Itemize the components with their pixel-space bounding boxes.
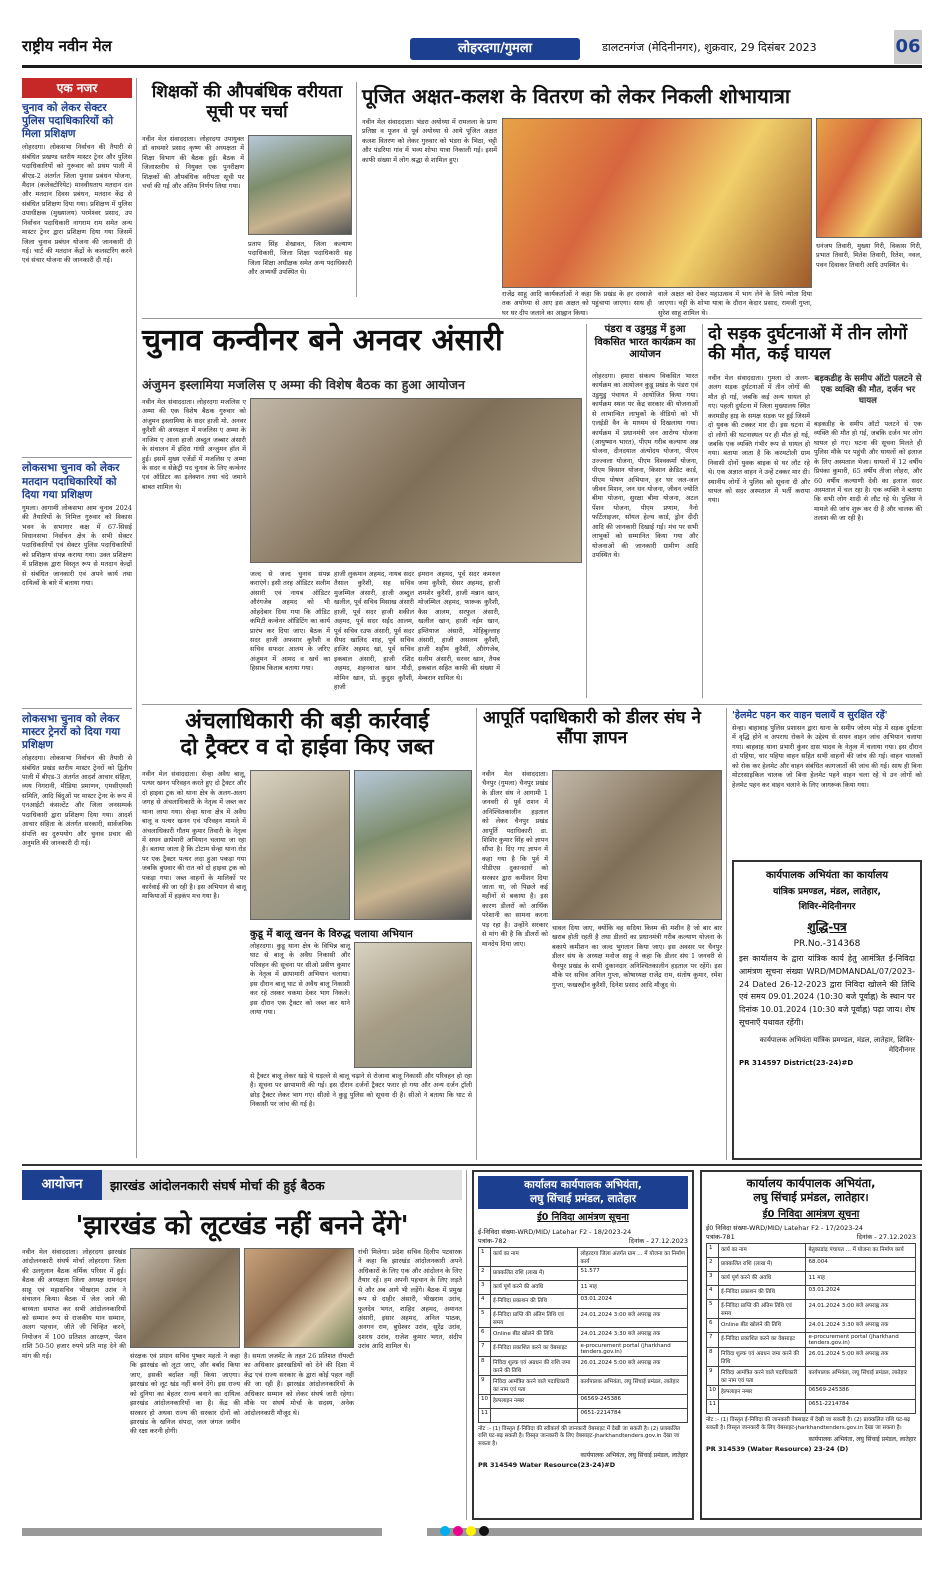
tender-cell: ई-निविदा प्रकाशित करने का वेबसाइट: [491, 1341, 578, 1356]
sidebar-item: [22, 462, 132, 703]
tender-cell: कार्य पूर्ण करने की अवधि: [491, 1280, 578, 1294]
tender-cell: 10: [479, 1394, 491, 1408]
tender-cell: 9: [707, 1367, 719, 1386]
notice-division: लघु सिंचाई प्रमंडल, लातेहार: [529, 1192, 637, 1205]
co-headline: [142, 708, 472, 761]
notice-division: यांत्रिक प्रमण्डल, मंडल, लातेहार,: [773, 887, 881, 897]
notice-signatory: कार्यपालक अभियंता, लघु सिंचाई प्रमंडल, लातेहार: [580, 1451, 688, 1459]
procession-photo: [816, 118, 922, 238]
story-body: नवीन मेल संवाददाता। सेन्हा अवैध बालू, पत्थर खनन परिवहन करते हुए दो ट्रैक्टर और दो हाइवा ट्रक को थाना क्षेत्र के अलग-अलग जगह से अंचलाधिकारी के नेतृत्व में जब्त कर थाना लाया गया। सेन्हा थाना क्षेत्र में अवैध बालू व पत्थर खनन एवं परिवहन मामले में अंचलाधिकारी गौतम कुमार तिवारी के नेतृत्व में सघन छापेमारी अभियान चलाया जा रहा है। बताया जाता है कि टोटाम सेन्हा थाना रोड पर एक ट्रैक्टर पत्थर लदा हुआ पकड़ा गया जबकि बुधवार की रात को दो हाइवा ट्रक को पकड़ा गया। जब्त वाहनों के मालिकों पर कार्रवाई की जा रही है। इस अभियान से बालू माफियाओं में हड़कंप मच गया है।: [142, 770, 246, 901]
procession-photo: [502, 118, 812, 288]
story-body: रांची मिलेगा। प्रदेश सचिव दिलीप पटवारक ने कहा कि झारखंड आंदोलनकारी अपने अधिकारों के लिए एक और आंदोलन के लिए तैयार रहें। हम अपनी पहचान के लिए लड़ते थे और अब आगे भी लड़ेंगे। बैठक में प्रमुख रूप से दाहीर अंसारी, भीखराम उरांव, फुलदेव भगत, शाहिद अहमद, अमानत अंसारी, इसार अहमद, अनिल पाठक, अनगन राम, बुधेश्वर उरांव, सुरेंद्र उरांव, दशरथ उरांव, राजेश कुमार भगत, संदीप उरांव आदि शामिल थे।: [358, 1248, 462, 1351]
notice-irrigation-1: [472, 1170, 694, 1520]
divider: [586, 324, 587, 698]
tender-row: [479, 1308, 688, 1327]
story-body: चावल दिया जाए, क्योंकि वह सदिया किस्म की मशीन है जो बार बार खराब होती रहती है तथा डीलरों का प्रधानमंत्री गरीब कल्याण योजना के बकाये कमीशन का जल्द भुगतान किया जाए। इस अवसर पर चैनपुर डीलर संघ के अध्यक्ष मनोज साहू ने कहा कि डीलर संघ 1 जनवरी से चैनपुर प्रखंड के सभी दुकानदार अनिश्चितकालीन हड़ताल पर रहेंगे। इस मौके पर सचिव अनिल गुप्ता, कोषाध्यक्ष राजेंद्र राम, संतोष कुमार, रमेश गुप्ता, फखरुद्दीन कुरैशी, दिनेश प्रसाद आदि मौजूद थे।: [552, 924, 722, 989]
tender-row: [707, 1333, 916, 1348]
tender-cell: 26.01.2024 5:00 बजे अपराह्न तक: [578, 1356, 688, 1375]
tender-cell: ई-निविदा प्रकाशन की तिथि: [719, 1286, 806, 1300]
tender-row: [479, 1247, 688, 1266]
tractor-photo: [250, 770, 350, 920]
tender-cell: 06569-245386: [806, 1386, 916, 1400]
story-body: नवीन मेल संवाददाता। लोहरदगा झारखंड आंदोलनकारी संघर्ष मोर्चा लोहरदगा जिला की उलगुलान बैठक वर्मिक परिसर में हुई। बैठक की अध्यक्षता जिला अध्यक्ष रामनंदन साहू एवं महासचिव भीखराम उरांव ने संचालन किया। बैठक में जेल जाने की बाध्यता समाप्त कर सभी आंदोलनकारियों को सम्मान रूप से राजकीय मान सम्मान, अलग पहचान, जीते जी चिन्हित करने, नियोजन में 100 प्रतिशत आरक्षण, पेंशन राशि 50-50 हजार रुपये प्रति माह देने की मांग की गई।: [22, 1248, 126, 1360]
tender-row: [707, 1367, 916, 1386]
procession-headline: पूजित अक्षत-कलश के वितरण को लेकर निकली शोभायात्रा: [362, 84, 791, 108]
story-body: राजेंद्र साहू आदि कार्यकर्ताओं ने कहा कि प्रखंड के हर दरवाजे तक अयोध्या से आए इस अक्षत को पहुंचाया जाएगा। साथ ही घर घर दीप जलाने का आह्वान किया।: [502, 290, 652, 317]
notice-patrank: पत्रांक-781: [706, 1233, 735, 1242]
tender-cell: 24.01.2024 3:30 बजे अपराह्न तक: [578, 1327, 688, 1341]
tender-cell: 6: [479, 1327, 491, 1341]
tender-cell: 7: [707, 1333, 719, 1348]
sidebar-body: लोहरदगा। लोकसभा निर्वाचन की तैयारी से संबंधित प्रखण्ड स्तरीय मास्टर ट्रेनर और पुलिस पदाधिकारियों को गुरूवार को प्रथम पाली में बीएड-2 अंतर्गत जिला पुनास प्रबंधन योजना, मैदान (कलेक्टोरियेट) मानवीयताय मतदान दल और मतदान दिवस प्रबंधन, मतदान केंद्र से संबंधित प्रशिक्षण दिया गया। प्रशिक्षण में पुलिस उपाधीक्षक (मुख्यालय) परमेश्वर प्रसाद, उप निर्वाचन पदाधिकारी नागराम राम समेत अन्य मास्टर ट्रेनर द्वारा प्रशिक्षण दिया गया जिसमें जिला चुनाव प्रबंधन योजना की जानकारी दी गई। चार्ट की मतदान केंद्रों के कलस्टरिंग करने एवं संचार योजना की जानकारी दी गई।: [22, 143, 132, 265]
tender-cell: 6: [707, 1319, 719, 1333]
meeting-photo: [244, 1248, 354, 1348]
story-body: हाजी लुकमान अहमद, नायब सदर तैसाल कुरैशी, सह सचिव मुजम्मिल अंसारी, हाजी अब्दुल खलील, पूर्व सचिव मिसाख अंसारी हाजी, पूर्व सदर हाजी शकील अहमद, पूर्व सदर सईद आलम, पूर्व सचिव रउफ अंसारी, पूर्व सदर सैयद खालिद शाह, पूर्व सचिव हाजिर अहमद खां, पूर्व सचिव इकबाल अंसारी, हाजी रशिद अहमद, शहनवाज खान मौदी, मोमिन खान, प्रो. कुदुस कुरैशी, हाजी: [334, 570, 414, 692]
notice-ref-line: [706, 1232, 916, 1241]
tender-cell: निविदा आमंत्रित करने वाले पदाधिकारी का नाम एवं पता: [491, 1375, 578, 1394]
notice-title: ई0 निविदा आमंत्रण सूचना: [537, 1212, 629, 1224]
story-body: जल्द से जल्द चुनाव संपन्न कराएंगे। इसी तरह ऑडिटर सलीम अंसारी एवं नायब ऑडिटर औरंगजेब अहमद को भी ओहदेबार दिया गया कि ऑडिट कमिटी कन्वेनर ऑडिटिंग का कार्य प्रारंभ कर दिया जाए। बैठक में सदर हाजी अफसार कुरैशी व सचिव सफदर आलम के जरिए अंजुमन में आमद व खर्च का हिसाब किताब बताया गया।: [250, 570, 330, 673]
tender-cell: 0651-2214784: [806, 1400, 916, 1414]
story-body: नवीन मेल संवाददाता। चैनपुर (गुमला) चैनपुर प्रखंड के डीलर संघ ने आगामी 1 जनवरी से पूर्व राशन में अनिश्चितकालीन हड़ताल को लेकर चैनपुर प्रखंड आपूर्ति पदाधिकारी डा. शिशिर कुमार सिंह को ज्ञापन सौंपा है। दिए गए ज्ञापन में कहा गया है कि पूर्व में पीडीएस दुकानदारों को सरकार द्वारा कमीशन दिया जाता था, जो पिछले कई महीनों से बकाया है। इस कारण डीलरों को आर्थिक परेशानी का सामना करना पड़ रहा है। उन्होंने सरकार से मांग की है कि डीलरों को मानदेय दिया जाए।: [482, 770, 548, 948]
anwar-subhead: अंजुमन इस्लामिया मजलिस ए अम्मा की विशेष बैठक का हुआ आयोजन: [142, 377, 465, 392]
story-body: है। समता जजमेंट के तहत 26 प्रतिशत रॉयल्टी का अधिकार झारखंडियों को देने की दिशा में केंद्र एवं राज्य सरकार के द्वारा कोई पहल नहीं की जा रही है। झारखंड आंदोलनकारियों के अधिकार सम्मान को लेकर संघर्ष जारी रहेगा। मौके पर संघर्ष मोर्चा के सदस्य, अनेक आंदोलनकारी मौजूद थे।: [244, 1352, 354, 1417]
tender-cell: 5: [707, 1300, 719, 1319]
story-body: नवीन मेल संवाददाता। लोहरदगा उपायुक्त डॉ वाघमारे प्रसाद कृष्ण की अध्यक्षता में शिक्षा विभाग की बैठक हुई। बैठक में जिलास्तरीय से नियुक्त एक पुनरीक्षण शिक्षकों की औपबंधिक वरीयता सूची पर चर्चा की गई और अंतिम निर्णय लिया गया।: [142, 135, 244, 191]
sidebar-body: लोहरदगा। लोकसभा निर्वाचन की तैयारी से संबंधित प्रखंड स्तरीय मास्टर ट्रेनरों को द्वितीय पाली में बीएड-3 अंतर्गत आदर्श आचार संहिता, व्यय निगरानी, मीडिया प्रमाणन, एमसीएमसी समिति, आदि बिंदुओं पर मास्टर ट्रेनर के रूप में एनआईटी कंसल्टेंट और जिला जनसम्पर्क पदाधिकारी द्वारा प्रशिक्षण दिया गया। आदर्श आचार संहिता के अंतर्गत सरकारी, सार्वजनिक संपत्ति का दुरुपयोग और चुनाव प्रचार की अनुमति की जानकारी दी गई।: [22, 754, 132, 847]
tender-cell: ई-निविदा प्रकाशन की तिथि: [491, 1294, 578, 1308]
registration-marks: [440, 1526, 500, 1538]
divider: [22, 1164, 922, 1166]
sidebar-item: [22, 102, 132, 453]
page-number: 06: [894, 30, 922, 64]
tender-cell: ई-निविदा प्रकाशित करने का वेबसाइट: [719, 1333, 806, 1348]
tender-cell: e-procurement portal (jharkhand tenders.gov.in): [578, 1341, 688, 1356]
meeting-photo: [130, 1248, 240, 1348]
tender-cell: 24.01.2024 3:00 बजे अपराह्न तक: [806, 1300, 916, 1319]
tender-cell: 11: [707, 1400, 719, 1414]
tender-cell: 11 माह: [578, 1280, 688, 1294]
tender-cell: 9: [479, 1375, 491, 1394]
tender-cell: 0651-2214784: [578, 1408, 688, 1422]
black-dot: [479, 1526, 489, 1536]
notice-note: नोट :- (1) विस्तृत ई-निविदा की जानकारी वेबसाइट में देखी जा सकती है। (2) प्राक्कलित राशि घट-बढ़ सकती है। विस्तृत जानकारी के लिए वेबसाइट-jharkhandtenders.gov.in देखा जा सकता है।: [706, 1417, 911, 1431]
story-body: बड़कडीह के समीप ऑटो पलटने से एक व्यक्ति की मौत हो गई, जबकि दर्जन भर लोग घायल हो गए। घटना की सूचना मिलते ही पुलिस मौके पर पहुंची और घायलों को इलाज के लिए अस्पताल भेजा। घायलों में 12 वर्षीय प्रियंका कुमारी, 65 वर्षीय तीजा लोहरा, और 60 वर्षीय कल्याणी देवी का इलाज सदर अस्पताल में चल रहा है। एक व्यक्ति ने बताया कि सभी लोग शादी से लौट रहे थे। पुलिस ने मामले की जांच शुरू कर दी है और चालक की तलाश की जा रही है।: [814, 420, 922, 523]
notice-patrank: पत्रांक-782: [478, 1236, 507, 1245]
masthead: [22, 30, 922, 68]
tender-row: [707, 1286, 916, 1300]
divider: [466, 1170, 467, 1520]
tender-cell: 7: [479, 1341, 491, 1356]
sidebar-body: गुमला। आगामी लोकसभा आम चुनाव 2024 की तैयारियों के निमित्त गुरुवार को विकास भवन के सभागार कक्ष में 67-सिसई विधानसभा निर्वाचन क्षेत्र के सभी सेक्टर पदाधिकारियों एवं सेक्टर पुलिस पदाधिकारियों को प्रशिक्षण संपन्न कराया गया। उक्त प्रशिक्षण में प्रशिक्षक द्वारा विस्तृत रूप से मतदान केन्द्रों से संबंधित जानकारी एवं अपने कार्य तथा दायित्वों के बारे में बताया गया।: [22, 503, 132, 588]
notice-ref: ई-निविदा संख्या-WRD/MID/ Latehar F2 - 18/2023-24: [478, 1227, 632, 1236]
notice-title: शुद्धि-पत्र: [807, 920, 847, 934]
tender-cell: 2: [707, 1258, 719, 1272]
accident-headline: दो सड़क दुर्घटनाओं में तीन लोगों की मौत, कई घायल: [708, 324, 908, 365]
notice-footer: PR 314539 (Water Resource) 23-24 (D): [706, 1444, 849, 1453]
notice-header: [478, 1176, 688, 1209]
tender-cell: 8: [707, 1348, 719, 1367]
tender-cell: निविदा शुल्क एवं अग्रधन जमा करने की तिथि: [719, 1348, 806, 1367]
tender-cell: कार्यपालक अभियंता, लघु सिंचाई प्रमंडल, लातेहार: [578, 1375, 688, 1394]
tender-cell: कार्य पूर्ण करने की अवधि: [719, 1272, 806, 1286]
sand-headline: कुडू में बालू खनन के विरुद्ध चलाया अभियान: [250, 929, 413, 940]
divider: [702, 324, 703, 698]
headline-line: अंचलाधिकारी की बड़ी कार्रवाई: [185, 708, 429, 734]
story-body: प्रताप सिंह शेखावत, जिला कल्याण पदाधिकारी, जिला शिक्षा पदाधिकारी सह जिला शिक्षा अधीक्षक समेत अन्य पदाधिकारी और अभ्यर्थी उपस्थित थे।: [248, 240, 352, 277]
tender-cell: हेल्पलाइन नम्बर: [491, 1394, 578, 1408]
tender-row: [707, 1244, 916, 1258]
tender-cell: 03.01.2024: [578, 1294, 688, 1308]
tender-cell: Online बीड खोलने की तिथि: [719, 1319, 806, 1333]
tractor-photo: [354, 770, 472, 920]
tender-row: [707, 1300, 916, 1319]
tender-cell: निविदा आमंत्रित करने वाले पदाधिकारी का नाम एवं पता: [719, 1367, 806, 1386]
tender-row: [479, 1356, 688, 1375]
event-tag: आयोजन: [22, 1170, 102, 1200]
notice-body: इस कार्यालय के द्वारा यांत्रिक कार्य हेतु आमंत्रित ई-निविदा आमंत्रण सूचना संख्या WRD/MDMANDAL/07/2023-24 Dated 26-12-2023 द्वारा निविदा खोलने की तिथि एवं समय 09.01.2024 (10:30 बजे पूर्वाह्न) के स्थान पर दिनांक 10.01.2024 (10:30 बजे पूर्वाह्न) पढ़ा जाय। शेष सूचनाएँ यथावत रहेंगी।: [739, 954, 915, 1027]
notice-office: कार्यालय कार्यपालक अभियंता,: [524, 1179, 642, 1191]
tender-cell: 06569-245386: [578, 1394, 688, 1408]
tender-row: [479, 1294, 688, 1308]
event-banner: [22, 1170, 462, 1200]
tender-cell: 5: [479, 1308, 491, 1327]
tender-cell: 4: [479, 1294, 491, 1308]
tender-table: [706, 1243, 916, 1414]
sidebar-tag: एक नजर: [22, 78, 132, 98]
tender-row: [707, 1319, 916, 1333]
tender-cell: e-procurement portal (jharkhand tenders.gov.in): [806, 1333, 916, 1348]
paper-name: राष्ट्रीय नवीन मेल: [22, 37, 112, 55]
tender-cell: हेल्पलाइन नम्बर: [719, 1386, 806, 1400]
tender-cell: [491, 1408, 578, 1422]
helmet-headline: 'हेलमेट पहन कर वाहन चलायें व सुरक्षित रहें': [732, 710, 888, 721]
notice-irrigation-2: [700, 1170, 922, 1520]
event-kicker: झारखंड आंदोलनकारी संघर्ष मोर्चा की हुई बैठक: [110, 1178, 325, 1193]
story-teachers: [142, 82, 352, 123]
divider: [142, 318, 922, 319]
tender-cell: 8: [479, 1356, 491, 1375]
tender-row: [479, 1408, 688, 1422]
divider: [142, 704, 922, 705]
meeting-photo: [248, 135, 352, 235]
supply-headline: आपूर्ति पदाधिकारी को डीलर संघ ने सौंपा ज्ञापन: [483, 708, 701, 749]
anwar-headline: चुनाव कन्वीनर बने अनवर अंसारी: [142, 323, 503, 358]
tender-row: [707, 1258, 916, 1272]
sidebar-headline: लोकसभा चुनाव को लेकर मास्टर ट्रेनरों को दिया गया प्रशिक्षण: [22, 712, 121, 751]
divider: [136, 78, 137, 1158]
section-badge: लोहरदगा/गुमला: [410, 38, 580, 60]
tender-cell: 3: [479, 1280, 491, 1294]
story-body: वाले अक्षत को देकर महाउत्सव में भाग लेने के लिये न्योता दिया जाएगा। चट्टी के शोभा यात्रा के दौरान केदार प्रसाद, रामजी गुप्ता, सुरेश साहू शामिल थे।: [658, 290, 812, 317]
accident-subhead: बड़कडीह के समीप ऑटो पलटने से एक व्यक्ति की मौत, दर्जन भर घायल: [814, 374, 922, 407]
sidebar-headline: चुनाव को लेकर सेक्टर पुलिस पदाधिकारियों को मिला प्रशिक्षण: [22, 102, 114, 141]
notice-pr: PR.No.-314368: [793, 939, 861, 949]
tender-row: [479, 1341, 688, 1356]
sidebar-item: [22, 713, 132, 1174]
tender-cell: 11 माह: [806, 1272, 916, 1286]
tender-cell: कार्यपालक अभियंता, लघु सिंचाई प्रमंडल, लातेहार: [806, 1367, 916, 1386]
tender-row: [479, 1394, 688, 1408]
tender-row: [479, 1280, 688, 1294]
notice-date: दिनांक - 27.12.2023: [856, 1233, 916, 1242]
story-body: लोहरदगा। कुडू थाना क्षेत्र के विभिन्न बालू घाट से बालू के अवैध निकासी और परिवहन की सूचना पर सीओ प्रवीण कुमार के नेतृत्व में छापामारी अभियान चलाया। इस दौरान बालू घाट से अवैध बालू निकासी कर रहे तस्कर चकमा देकर भाग निकले। इस दौरान एक ट्रैक्टर को जब्त कर थाने लाया गया।: [250, 942, 350, 1016]
notice-division: लघु सिंचाई प्रमंडल, लातेहार।: [753, 1190, 869, 1204]
tender-cell: ई-निविदा प्राप्ति की अंतिम तिथि एवं समय: [491, 1308, 578, 1327]
tender-cell: 24.01.2024 3:00 बजे अपराह्न तक: [578, 1308, 688, 1327]
tender-cell: प्राक्कलित राशि (लाख में): [491, 1266, 578, 1280]
tender-row: [479, 1375, 688, 1394]
tender-cell: 68.004: [806, 1258, 916, 1272]
tender-cell: 2: [479, 1266, 491, 1280]
story-body: लोहरदगा। हमारा संकल्प विकसित भारत कार्यक्रम का आयोजन कुडू प्रखंड के पंडरा एवं उडुमुडु पंचायत में आयोजित किया गया। कार्यक्रम स्थल पर केंद्र सरकार की योजनाओं से लाभान्वित लाभुकों के वीडियो को भी एलईडी वैन के माध्यम से दिखलाया गया। कार्यक्रम में प्रधानमंत्री जन आरोग्य योजना (आयुष्मान भारत), पीएम गरीब कल्याण अन्न योजना, दीनदयाल अंत्योदय योजना, पीएम उज्ज्वला योजना, पीएम विश्वकर्मा योजना, पीएम किसान योजना, किसान क्रेडिट कार्ड, पीएम पोषण अभियान, हर घर जल-जल जीवन मिशन, जन धन योजना, जीवन ज्योति बीमा योजना, सुरक्षा बीमा योजना, अटल पेंशन योजना, पीएम प्रणाम, नैनो फर्टिलाइजर, सॉयल हेल्थ कार्ड, ड्रोन दीदी आदि की जानकारी दिखाई गई। मंच पर सभी लाभुकों को सम्मानित किया गया और योजनाओं की जानकारी ग्रामीण आदि उपस्थित थे।: [592, 372, 698, 560]
notice-office: कार्यालय कार्यपालक अभियंता,: [746, 1176, 876, 1190]
tender-cell: 1: [479, 1247, 491, 1266]
notice-signatory: कार्यपालक अभियंता, लघु सिंचाई प्रमंडल, लातेहार: [808, 1435, 916, 1443]
tender-cell: [719, 1400, 806, 1414]
notice-ref: ई0 निविदा संख्या-WRD/MID/ Latehar F2 - 17/2023-24: [706, 1224, 864, 1233]
notice-date: दिनांक - 27.12.2023: [628, 1236, 688, 1245]
notice-signatory: कार्यपालक अभियंता यांत्रिक प्रमण्डल, मंडल, लातेहार, शिविर-मेदिनीनगर: [759, 1035, 915, 1054]
tender-cell: 24.01.2024 3:30 बजे अपराह्न तक: [806, 1319, 916, 1333]
notice-ref-line: [478, 1236, 688, 1245]
tender-cell: Online बीड खोलने की तिथि: [491, 1327, 578, 1341]
story-body: नवीन मेल संवाददाता। भंडरा अयोध्या में रामलला के प्राण प्रतिष्ठा व पूजन से पूर्व अयोध्या से आये पूजित अक्षत कलश वितरण को लेकर गुरुवार को भंडरा के भिठा, चट्टी और पंडरिया गांव में भव्य शोभा यात्रा निकाली गई। इसमें काफी संख्या में लोग श्रद्धा से शामिल हुए।: [362, 118, 497, 164]
pandra-headline: पंडरा व उडुमुडु में हुआ विकसित भारत कार्यक्रम का आयोजन: [594, 324, 696, 360]
story-body: धनंजय तिवारी, मुख्या गिरी, विकास गिरी, प्रभात तिवारी, मितेश तिवारी, रितेश, नवल, पवन दिवाकर तिवारी आदि उपस्थित थे।: [816, 242, 922, 269]
notice-footer: PR 314597 District(23-24)#D: [739, 1059, 854, 1068]
tender-cell: निविदा शुल्क एवं अग्रधन की राशि जमा करने की तिथि: [491, 1356, 578, 1375]
tender-cell: 10: [707, 1386, 719, 1400]
meeting-photo: [250, 398, 582, 563]
tender-cell: 26.01.2024 5:00 बजे अपराह्न तक: [806, 1348, 916, 1367]
tender-cell: बेतुकाडांड़ पंचायत ... में योजना का निर्माण कार्य: [806, 1244, 916, 1258]
notice-mechanical: [732, 860, 922, 1160]
tender-row: [707, 1348, 916, 1367]
tender-cell: प्राक्कलित राशि (लाख में): [719, 1258, 806, 1272]
tender-row: [479, 1266, 688, 1280]
tender-row: [707, 1400, 916, 1414]
tender-row: [479, 1327, 688, 1341]
sand-photo: [354, 942, 472, 1068]
memorandum-photo: [552, 770, 722, 920]
tender-cell: 3: [707, 1272, 719, 1286]
divider: [476, 708, 477, 1160]
story-body: इमरान अहमद, पूर्व सदर कमरुल जमा कुरैशी, सेसर अहमद, हाजी शमशेर कुरैशी, हाजी मन्नान खान, मोजम्मिल अहमद, फारूक कुरैशी, कैस आलम, सरफुल अंसारी, खलील खान, हाजी नईम खान, इम्तियाज अंसारी, मोहिबुल्लाह अंसारी, हाजी असलम कुरैशी, हाजी शहीम कुरैशी, औरंगजेब, सलीम अंसारी, सरवर खान, तैयब इकबाल सहित काफी की संख्या में मेम्बरान शामिल थे।: [418, 570, 500, 682]
tender-cell: ई-निविदा प्राप्ति की अंतिम तिथि एवं समय: [719, 1300, 806, 1319]
tender-cell: 03.01.2024: [806, 1286, 916, 1300]
jharkhand-headline: 'झारखंड को लूटखंड नहीं बनने देंगे': [75, 1211, 409, 1241]
story-body: नवीन मेल संवाददाता। लोहरदगा मजलिस ए अम्मा की एक विशेष बैठक गुरुवार को अंजुमन इस्लामिया के सदर हाजी मो. अनवर कुरैशी की अध्यक्षता में मजलिस ए अम्मा के नाजिम ए आला हाजी अब्दुल जब्बार अंसारी के संचालन में इंदिरा गांधी अन्जुमन हॉल में हुई। इसमें मुख्य एजेंडों में मजलिस ए अम्मा के सदर व सेक्रेट्री पद चुनाव के लिए कन्वेनर एवं ऑडिटर का इलेक्शन तथा चंदे जमाने बाबत शामिल थे।: [142, 398, 246, 491]
divider: [22, 457, 132, 458]
cyan-dot: [440, 1526, 450, 1536]
story-body: सेन्हा। बाहावाह पुलिस प्रशासन द्वारा थाना के समीप जोरम मोड़ में सड़क दुर्घटना में वृद्धि होने व अपराध रोकने के उद्देश्य से सघन वाहन जांच अभियान चलाया गया। बाहवाह थाना प्रभारी कुंवर दास यादव के नेतृत्व में चलाया गया। इस दौरान दो पहिया, चार पहिया वाहन सहित सभी वाहनों की जांच की गई। वाहन चालकों को रोक कर हेलमेट और वाहन संबंधित कागजातों की जांच की गई। साथ ही बिना मोटरसाइकिल चालक जो बिना हेलमेट पहने वाहन चला रहे थे उन लोगों को हेलमेट पहन कर वाहन चलाने के लिए जागरूक किया गया।: [732, 724, 922, 789]
sidebar-headline: लोकसभा चुनाव को लेकर मतदान पदाधिकारियों को दिया गया प्रशिक्षण: [22, 462, 120, 501]
tender-cell: 1: [707, 1244, 719, 1258]
divider: [726, 708, 727, 1160]
notice-camp: शिविर-मेदिनीनगर: [798, 902, 856, 912]
notice-office: कार्यपालक अभियंता का कार्यालय: [765, 870, 889, 881]
tender-row: [707, 1386, 916, 1400]
yellow-dot: [466, 1526, 476, 1536]
tender-cell: 51.577: [578, 1266, 688, 1280]
notice-note: नोट :- (1) विस्तृत ई-निविदा की स्वीकार्य की जानकारी वेबसाइट में देखी जा सकती है। (2) प्राक्कलित राशि घट-बढ़ सकती है। विस्तृत जानकारी के लिए वेबसाइट-jharkhandtenders.gov.in देखा जा सकता है।: [478, 1425, 681, 1447]
dateline: डालटनगंज (मेदिनीनगर), शुक्रवार, 29 दिसंबर 2023: [602, 41, 817, 54]
tender-cell: 11: [479, 1408, 491, 1422]
notice-footer: PR 314549 Water Resource(23-24)#D: [478, 1460, 616, 1469]
tender-cell: कार्य का नाम: [491, 1247, 578, 1266]
headline-line: दो ट्रैक्टर व दो हाईवा किए जब्त: [180, 734, 434, 761]
divider: [356, 82, 357, 297]
story-body: नवीन मेल संवाददाता। गुमला दो अलग-अलग सड़क दुर्घटनाओं में तीन लोगों की मौत हो गई, जबकि कई अन्य घायल हो गए। पहली दुर्घटना में जिला मुख्यालय स्थित करमडीह हाइ के समक्ष सड़क पर हुई जिसमें दो युवक की टक्कर मार दी। इस घटना में दो लोगों की घटनास्थल पर ही मौत हो गई, जबकि एक व्यक्ति गंभीर रूप से घायल हो गया। बताया जाता है कि करमटोली ग्राम निवासी दोनों युवक बाइक से घर लौट रहे थे। एक अज्ञात वाहन ने उन्हें टक्कर मार दी। स्थानीय लोगों ने पुलिस को सूचना दी और घायल को सदर अस्पताल में भर्ती कराया गया।: [708, 374, 810, 505]
notice-title: ई0 निविदा आमंत्रण सूचना: [762, 1209, 860, 1221]
divider: [22, 708, 132, 709]
tender-cell: लोहरदगा जिला अंतर्गत ग्राम ... में योजना का निर्माण कार्य: [578, 1247, 688, 1266]
headline: शिक्षकों की औपबंधिक वरीयता सूची पर चर्चा: [151, 82, 343, 123]
tender-cell: कार्य का नाम: [719, 1244, 806, 1258]
tender-row: [707, 1272, 916, 1286]
story-body: संरक्षक एवं प्रधान सचिव पुष्कर महतो ने कहा कि झारखंड को लूटा जाए, और बर्बाद किया जाए, इसकी बर्दाश्त नहीं किया जाएगा। झारखंड को लूट खंड नहीं बनने देंगे। इस राज्य को दुनिया का बेहतर राज्य बनाने का दायित्व झारखंड आंदोलनकारियों का है। केंद्र की सरकार हो अथवा राज्य की सरकार दोनों को झारखंड के खनिज संपदा, जल जंगल जमीन की रक्षा करनी होगी।: [130, 1352, 240, 1436]
magenta-dot: [453, 1526, 463, 1536]
tender-table: [478, 1247, 688, 1423]
tender-cell: 4: [707, 1286, 719, 1300]
story-body: से ट्रैक्टर बालू लेकर खड़े थे घड़ल्ले से बालू चढ़ाने से रोजाना बालू निकासी और परिवहन हो रहा है। सूचना पर छापामारी की गई। इस दौरान दर्जनों ट्रैक्टर फरार हो गया और अन्य दर्जन ट्रॉली छोड़ ट्रैक्टर लेकर भाग गए। सीओ ने कुडू पुलिस को सूचना दी है। सीओ ने बताया कि घाट से निकासी पर जांच की गई है।: [250, 1072, 472, 1109]
sidebar: [22, 78, 132, 1158]
